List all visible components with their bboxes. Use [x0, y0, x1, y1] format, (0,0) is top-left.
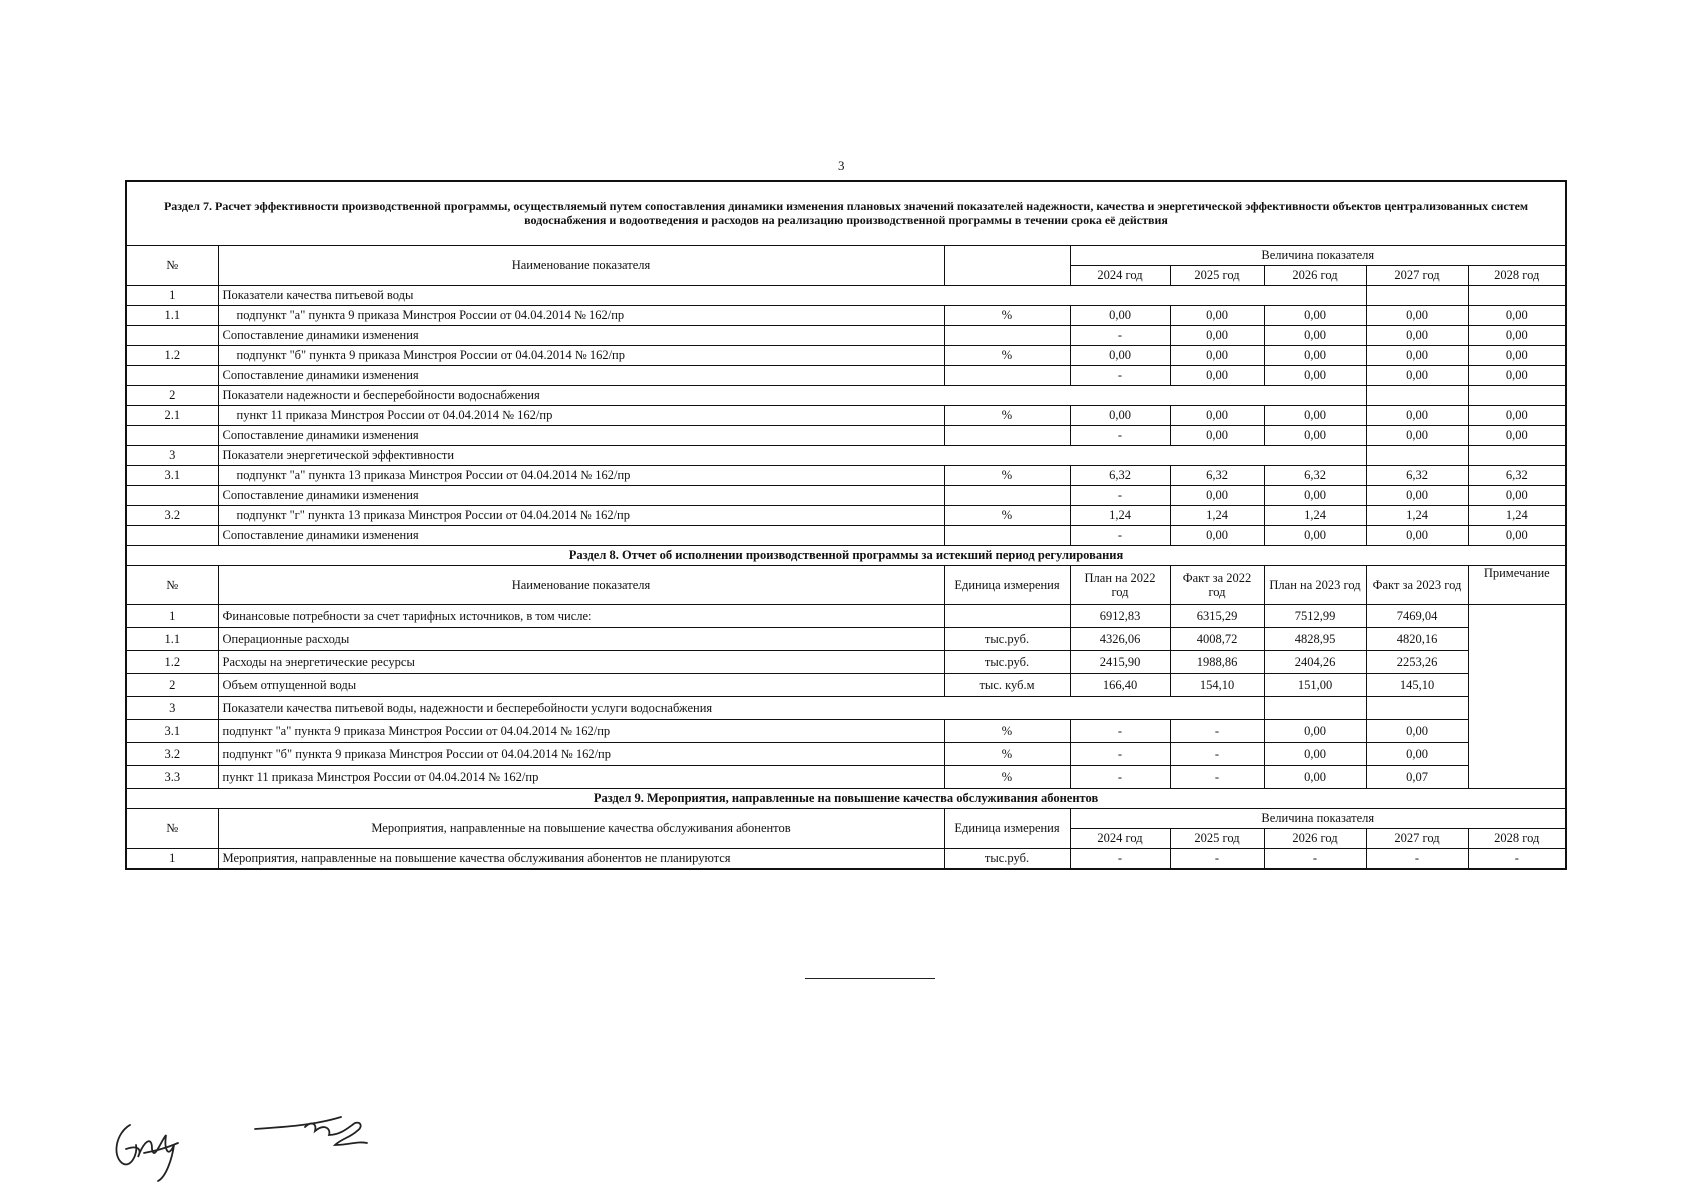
row-value: 0,00	[1170, 346, 1264, 366]
row-name: Сопоставление динамики изменения	[218, 366, 944, 386]
table-row	[126, 546, 1566, 566]
row-value: -	[1070, 426, 1170, 446]
row-value: 1,24	[1468, 506, 1566, 526]
note-cell	[1468, 605, 1566, 789]
signature-2	[245, 1105, 395, 1155]
column-header-year: 2026 год	[1264, 266, 1366, 286]
column-header-year: 2025 год	[1170, 829, 1264, 849]
row-value: 0,00	[1468, 366, 1566, 386]
column-header-year: 2027 год	[1366, 829, 1468, 849]
row-value: 6,32	[1170, 466, 1264, 486]
row-unit	[944, 605, 1070, 628]
table-cell	[1468, 286, 1566, 306]
row-value: 0,00	[1170, 526, 1264, 546]
row-value: 6,32	[1366, 466, 1468, 486]
column-header-name: Наименование показателя	[218, 246, 944, 286]
column-header-unit: Единица измерения	[944, 809, 1070, 849]
table-row	[126, 246, 1566, 266]
row-name: Сопоставление динамики изменения	[218, 426, 944, 446]
row-value: 0,00	[1468, 426, 1566, 446]
table-row	[126, 809, 1566, 829]
row-value: 4820,16	[1366, 628, 1468, 651]
row-value: 1,24	[1170, 506, 1264, 526]
row-value: -	[1170, 743, 1264, 766]
row-value: 0,07	[1366, 766, 1468, 789]
row-value: 1,24	[1070, 506, 1170, 526]
row-value: 0,00	[1366, 406, 1468, 426]
row-value: -	[1070, 849, 1170, 870]
column-header-value-group: Величина показателя	[1070, 809, 1566, 829]
row-number	[126, 486, 218, 506]
row-value: 166,40	[1070, 674, 1170, 697]
row-value: 4326,06	[1070, 628, 1170, 651]
row-value: 0,00	[1366, 720, 1468, 743]
row-value: -	[1366, 849, 1468, 870]
table-row	[126, 326, 1566, 346]
row-name: подпункт "г" пункта 13 приказа Минстроя России от 04.04.2014 № 162/пр	[218, 506, 944, 526]
row-value: 0,00	[1170, 326, 1264, 346]
column-header-name: Мероприятия, направленные на повышение качества обслуживания абонентов	[218, 809, 944, 849]
row-value: 0,00	[1366, 743, 1468, 766]
row-value: -	[1070, 720, 1170, 743]
table-row	[126, 674, 1566, 697]
row-value: 6,32	[1070, 466, 1170, 486]
row-name: пункт 11 приказа Минстроя России от 04.04.2014 № 162/пр	[218, 766, 944, 789]
table-row	[126, 628, 1566, 651]
row-number: 1	[126, 286, 218, 306]
column-header-num: №	[126, 566, 218, 605]
column-header-period: План на 2023 год	[1264, 566, 1366, 605]
row-unit: %	[944, 306, 1070, 326]
row-value: 0,00	[1170, 306, 1264, 326]
column-header-num: №	[126, 246, 218, 286]
column-header-note: Примечание	[1468, 566, 1566, 605]
row-name: Финансовые потребности за счет тарифных источников, в том числе:	[218, 605, 944, 628]
row-group-name: Показатели качества питьевой воды	[218, 286, 1366, 306]
column-header-year: 2027 год	[1366, 266, 1468, 286]
row-number: 3.1	[126, 466, 218, 486]
row-number: 2	[126, 674, 218, 697]
row-value: 0,00	[1366, 526, 1468, 546]
column-header-value-group: Величина показателя	[1070, 246, 1566, 266]
row-name: Расходы на энергетические ресурсы	[218, 651, 944, 674]
row-value: -	[1170, 849, 1264, 870]
row-number: 1.1	[126, 306, 218, 326]
row-unit	[944, 366, 1070, 386]
row-name: подпункт "а" пункта 9 приказа Минстроя России от 04.04.2014 № 162/пр	[218, 306, 944, 326]
row-value: 2415,90	[1070, 651, 1170, 674]
table-row	[126, 789, 1566, 809]
table-row	[126, 406, 1566, 426]
table-row	[126, 286, 1566, 306]
row-value: 0,00	[1070, 406, 1170, 426]
row-value: 7469,04	[1366, 605, 1468, 628]
row-value: 0,00	[1264, 743, 1366, 766]
row-value: 6,32	[1264, 466, 1366, 486]
row-value: 0,00	[1264, 486, 1366, 506]
column-header-year: 2028 год	[1468, 266, 1566, 286]
table-row	[126, 743, 1566, 766]
row-number: 2	[126, 386, 218, 406]
row-name: подпункт "а" пункта 13 приказа Минстроя России от 04.04.2014 № 162/пр	[218, 466, 944, 486]
table-row	[126, 605, 1566, 628]
report-table	[125, 180, 1567, 870]
table-row	[126, 486, 1566, 506]
column-header-period: Факт за 2022 год	[1170, 566, 1264, 605]
row-number: 3.2	[126, 506, 218, 526]
section-8-title: Раздел 8. Отчет об исполнении производственной программы за истекший период регулирования	[126, 546, 1566, 566]
row-unit	[944, 326, 1070, 346]
row-value: 0,00	[1264, 326, 1366, 346]
row-unit: %	[944, 766, 1070, 789]
row-unit: %	[944, 506, 1070, 526]
row-value: -	[1468, 849, 1566, 870]
row-value: 0,00	[1070, 306, 1170, 326]
row-name: Операционные расходы	[218, 628, 944, 651]
row-value: 6,32	[1468, 466, 1566, 486]
row-name: подпункт "а" пункта 9 приказа Минстроя России от 04.04.2014 № 162/пр	[218, 720, 944, 743]
row-name: пункт 11 приказа Минстроя России от 04.04.2014 № 162/пр	[218, 406, 944, 426]
row-value: 0,00	[1264, 406, 1366, 426]
column-header-name: Наименование показателя	[218, 566, 944, 605]
row-name: Объем отпущенной воды	[218, 674, 944, 697]
column-header-year: 2028 год	[1468, 829, 1566, 849]
row-value: 1,24	[1264, 506, 1366, 526]
row-name: подпункт "б" пункта 9 приказа Минстроя России от 04.04.2014 № 162/пр	[218, 346, 944, 366]
row-value: 6912,83	[1070, 605, 1170, 628]
row-unit: тыс.руб.	[944, 651, 1070, 674]
row-number: 3.1	[126, 720, 218, 743]
row-value: 2404,26	[1264, 651, 1366, 674]
table-cell	[1366, 286, 1468, 306]
column-header-year: 2024 год	[1070, 266, 1170, 286]
row-unit: %	[944, 466, 1070, 486]
row-value: 0,00	[1468, 326, 1566, 346]
row-value: 4008,72	[1170, 628, 1264, 651]
row-number	[126, 426, 218, 446]
row-value: 0,00	[1468, 406, 1566, 426]
row-value: 0,00	[1366, 306, 1468, 326]
row-unit: тыс. куб.м	[944, 674, 1070, 697]
table-cell	[1264, 697, 1366, 720]
row-value: -	[1264, 849, 1366, 870]
row-number: 3.2	[126, 743, 218, 766]
row-value: -	[1070, 743, 1170, 766]
table-row	[126, 466, 1566, 486]
signature-1	[108, 1105, 208, 1185]
row-value: 0,00	[1070, 346, 1170, 366]
row-number: 1.2	[126, 346, 218, 366]
row-group-name: Показатели надежности и бесперебойности водоснабжения	[218, 386, 1366, 406]
row-number: 3.3	[126, 766, 218, 789]
row-value: -	[1070, 526, 1170, 546]
row-unit	[944, 486, 1070, 506]
table-row	[126, 566, 1566, 605]
row-number: 2.1	[126, 406, 218, 426]
table-row	[126, 346, 1566, 366]
row-value: 0,00	[1468, 306, 1566, 326]
row-value: 0,00	[1264, 720, 1366, 743]
table-row	[126, 181, 1566, 246]
row-number	[126, 526, 218, 546]
row-value: 0,00	[1264, 346, 1366, 366]
table-row	[126, 651, 1566, 674]
row-value: 0,00	[1366, 366, 1468, 386]
row-value: 0,00	[1366, 486, 1468, 506]
end-rule	[805, 978, 935, 979]
row-group-name: Показатели энергетической эффективности	[218, 446, 1366, 466]
row-value: 0,00	[1264, 306, 1366, 326]
row-group-name: Показатели качества питьевой воды, надежности и бесперебойности услуги водоснабжения	[218, 697, 1264, 720]
row-number: 3	[126, 697, 218, 720]
row-value: 7512,99	[1264, 605, 1366, 628]
row-value: 0,00	[1264, 766, 1366, 789]
row-name: Сопоставление динамики изменения	[218, 326, 944, 346]
row-value: -	[1070, 366, 1170, 386]
row-value: -	[1070, 326, 1170, 346]
column-header-num: №	[126, 809, 218, 849]
table-cell	[1366, 446, 1468, 466]
table-cell	[1366, 386, 1468, 406]
row-value: 151,00	[1264, 674, 1366, 697]
table-row	[126, 849, 1566, 870]
table-row	[126, 306, 1566, 326]
row-value: 145,10	[1366, 674, 1468, 697]
row-unit: %	[944, 346, 1070, 366]
row-value: -	[1070, 486, 1170, 506]
table-row	[126, 426, 1566, 446]
row-value: 6315,29	[1170, 605, 1264, 628]
row-number: 3	[126, 446, 218, 466]
row-unit	[944, 426, 1070, 446]
row-number	[126, 366, 218, 386]
row-value: 2253,26	[1366, 651, 1468, 674]
section-7-title: Раздел 7. Расчет эффективности производственной программы, осуществляемый путем сопоставления динамики изменения плановых значений показателей надежности, качества и энергетической эффективности объектов централизованных систем водоснабжения и водоотведения и расходов на реализацию производственной программы в течении срока её действия	[126, 181, 1566, 246]
row-unit: %	[944, 743, 1070, 766]
row-value: 0,00	[1366, 426, 1468, 446]
section-9-title: Раздел 9. Мероприятия, направленные на повышение качества обслуживания абонентов	[126, 789, 1566, 809]
row-number	[126, 326, 218, 346]
row-value: 0,00	[1264, 366, 1366, 386]
row-unit: тыс.руб.	[944, 849, 1070, 870]
row-value: -	[1170, 720, 1264, 743]
row-name: подпункт "б" пункта 9 приказа Минстроя России от 04.04.2014 № 162/пр	[218, 743, 944, 766]
table-row	[126, 526, 1566, 546]
row-value: 0,00	[1170, 486, 1264, 506]
column-header-period: План на 2022 год	[1070, 566, 1170, 605]
row-number: 1.1	[126, 628, 218, 651]
row-name: Мероприятия, направленные на повышение качества обслуживания абонентов не планируются	[218, 849, 944, 870]
table-cell	[1366, 697, 1468, 720]
table-row	[126, 506, 1566, 526]
row-value: -	[1170, 766, 1264, 789]
row-value: 0,00	[1366, 326, 1468, 346]
table-row	[126, 766, 1566, 789]
row-number: 1	[126, 605, 218, 628]
table-row	[126, 446, 1566, 466]
row-value: 0,00	[1170, 366, 1264, 386]
column-header-year: 2024 год	[1070, 829, 1170, 849]
table-cell	[1468, 386, 1566, 406]
table-row	[126, 697, 1566, 720]
row-value: 154,10	[1170, 674, 1264, 697]
row-value: 0,00	[1170, 406, 1264, 426]
column-header-unit: Единица измерения	[944, 566, 1070, 605]
table-row	[126, 366, 1566, 386]
row-number: 1	[126, 849, 218, 870]
row-value: 0,00	[1366, 346, 1468, 366]
row-unit	[944, 526, 1070, 546]
row-value: 0,00	[1264, 426, 1366, 446]
table-cell	[1468, 446, 1566, 466]
row-value: 0,00	[1468, 526, 1566, 546]
row-unit: %	[944, 720, 1070, 743]
row-value: 0,00	[1468, 486, 1566, 506]
row-value: 1988,86	[1170, 651, 1264, 674]
row-value: -	[1070, 766, 1170, 789]
row-name: Сопоставление динамики изменения	[218, 486, 944, 506]
row-name: Сопоставление динамики изменения	[218, 526, 944, 546]
table-row	[126, 720, 1566, 743]
row-value: 4828,95	[1264, 628, 1366, 651]
column-header-period: Факт за 2023 год	[1366, 566, 1468, 605]
row-value: 1,24	[1366, 506, 1468, 526]
page-number: 3	[838, 158, 845, 173]
table-row	[126, 386, 1566, 406]
row-value: 0,00	[1170, 426, 1264, 446]
row-unit: %	[944, 406, 1070, 426]
row-number: 1.2	[126, 651, 218, 674]
row-value: 0,00	[1264, 526, 1366, 546]
row-unit: тыс.руб.	[944, 628, 1070, 651]
column-header-unit	[944, 246, 1070, 286]
row-value: 0,00	[1468, 346, 1566, 366]
column-header-year: 2026 год	[1264, 829, 1366, 849]
column-header-year: 2025 год	[1170, 266, 1264, 286]
